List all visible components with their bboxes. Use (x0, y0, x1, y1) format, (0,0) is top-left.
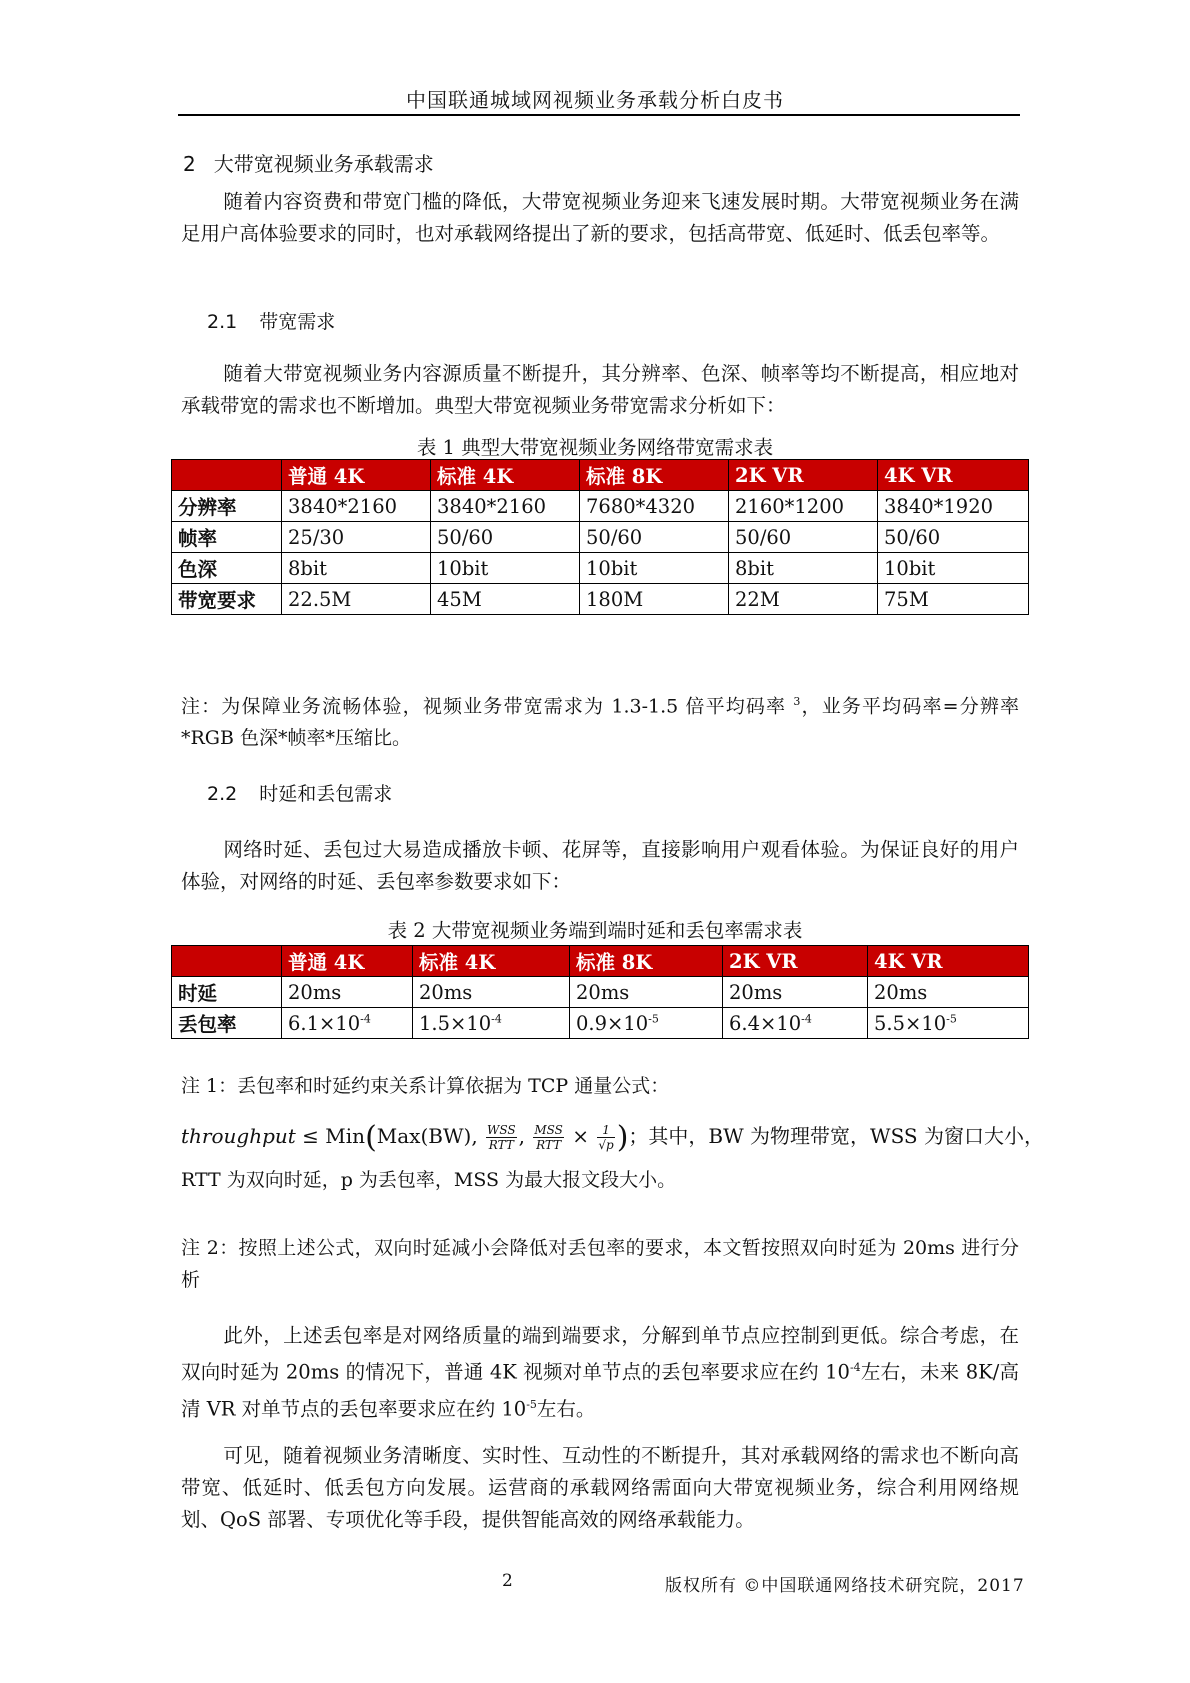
cell-exponent: -4 (360, 1012, 371, 1025)
table-header-cell: 普通 4K (282, 460, 431, 491)
formula-op: ≤ (302, 1124, 319, 1148)
table-header-cell (172, 460, 282, 491)
paren: ) (616, 1120, 629, 1155)
table1-caption: 表 1 典型大带宽视频业务网络带宽需求表 (416, 436, 774, 459)
section-number: 2.2 (207, 783, 238, 805)
exponent: -5 (526, 1397, 537, 1411)
table-cell: 20ms (413, 977, 570, 1008)
table-cell: 50/60 (580, 522, 729, 553)
row-header: 带宽要求 (172, 584, 282, 615)
fraction (597, 1123, 614, 1152)
table-row (172, 977, 1029, 1008)
table-cell (868, 1008, 1029, 1039)
table2-caption: 表 2 大带宽视频业务端到端时延和丢包率需求表 (387, 919, 803, 942)
section-title: 时延和丢包需求 (259, 783, 393, 805)
table-row (172, 491, 1029, 522)
table-cell (282, 1008, 413, 1039)
conclusion-paragraph (181, 1440, 1019, 1536)
table-cell (413, 1008, 570, 1039)
table-cell: 20ms (868, 977, 1029, 1008)
table-cell: 25/30 (282, 522, 431, 553)
table-header-cell: 标准 4K (431, 460, 580, 491)
table-cell: 20ms (723, 977, 868, 1008)
table-cell: 22M (729, 584, 878, 615)
table-cell: 3840*2160 (282, 491, 431, 522)
cell-exponent: -5 (648, 1012, 659, 1025)
fraction (533, 1123, 564, 1152)
tcp-throughput-formula: throughput ≤ Min(Max(BW), $\frac{\text{WSS}}{\text{RTT}}$ , $\frac{\text{MSS}}{\text{RTT}}$ × $\frac{1}{√p}$ )；其中，BW 为物理带宽，WSS 为窗口大小， (181, 1120, 1044, 1155)
denominator: RTT (536, 1138, 562, 1152)
table-cell: 22.5M (282, 584, 431, 615)
table-cell: 45M (431, 584, 580, 615)
formula-tail: ；其中，BW 为物理带宽，WSS 为窗口大小， (628, 1124, 1044, 1148)
table-header-cell: 4K VR (878, 460, 1029, 491)
latency-paragraph (181, 834, 1019, 898)
cell-value: 5.5×10 (874, 1011, 947, 1035)
table-row (172, 584, 1029, 615)
table-cell: 20ms (282, 977, 413, 1008)
table-row (172, 522, 1029, 553)
table-header-cell: 2K VR (723, 946, 868, 977)
table-cell: 50/60 (729, 522, 878, 553)
header-title: 中国联通城域网视频业务承载分析白皮书 (406, 88, 784, 112)
table-cell: 3840*2160 (431, 491, 580, 522)
cell-value: 1.5×10 (419, 1011, 492, 1035)
formula-explanation: RTT 为双向时延，p 为丢包率，MSS 为最大报文段大小。 (181, 1169, 677, 1191)
para-text: 左右，未来 8K/高清 VR 对单节点的丢包率要求应在约 10 (181, 1360, 1020, 1420)
row-header: 分辨率 (172, 491, 282, 522)
table-cell: 7680*4320 (580, 491, 729, 522)
note-text: 注：为保障业务流畅体验，视频业务带宽需求为 1.3-1.5 倍平均码率 (181, 695, 787, 718)
table-header-cell: 4K VR (868, 946, 1029, 977)
footnote-ref: 3 (793, 695, 801, 708)
exponent: -4 (849, 1361, 861, 1374)
section-title: 大带宽视频业务承载需求 (213, 152, 434, 176)
conclusion-text: 可见，随着视频业务清晰度、实时性、互动性的不断提升，其对承载网络的需求也不断向高带宽、低延时、低丢包方向发展。运营商的承载网络需面向大带宽视频业务，综合利用网络规划、QoS 部署、专项优化等手段，提供智能高效的网络承载能力。 (181, 1444, 1019, 1531)
table-cell (723, 1008, 868, 1039)
numerator: WSS (487, 1123, 516, 1137)
bandwidth-table (171, 459, 1029, 615)
para-text: 左右。 (536, 1397, 596, 1420)
table-header-cell: 标准 8K (570, 946, 723, 977)
table-header-row (172, 946, 1029, 977)
row-header: 色深 (172, 553, 282, 584)
latency-text: 网络时延、丢包过大易造成播放卡顿、花屏等，直接影响用户观看体验。为保证良好的用户体验，对网络的时延、丢包率参数要求如下： (181, 838, 1019, 893)
cell-exponent: -5 (946, 1012, 957, 1025)
note-1: 注 1：丢包率和时延约束关系计算依据为 TCP 通量公式： (181, 1075, 670, 1097)
numerator: 1 (597, 1123, 614, 1138)
table-row (172, 553, 1029, 584)
fraction (486, 1123, 517, 1152)
section-heading-2-1 (207, 307, 335, 334)
table-cell: 10bit (878, 553, 1029, 584)
table-cell: 2160*1200 (729, 491, 878, 522)
table-cell: 8bit (729, 553, 878, 584)
table-header-cell: 标准 8K (580, 460, 729, 491)
table-cell: 10bit (431, 553, 580, 584)
table-header-cell: 普通 4K (282, 946, 413, 977)
para-text: 此外，上述丢包率是对网络质量的端到端要求，分解到单节点应控制到更低。综合考虑，在双向时延为 20ms 的情况下，普通 4K 视频对单节点的丢包率要求应在约 10 (181, 1324, 1019, 1384)
intro-paragraph (181, 186, 1019, 250)
section-heading-2 (183, 148, 434, 177)
row-header: 时延 (172, 977, 282, 1008)
latency-loss-table (171, 945, 1029, 1039)
bandwidth-text: 随着大带宽视频业务内容源质量不断提升，其分辨率、色深、帧率等均不断提高，相应地对承载带宽的需求也不断增加。典型大带宽视频业务带宽需求分析如下： (181, 362, 1019, 417)
row-header: 帧率 (172, 522, 282, 553)
section-number: 2 (183, 152, 196, 176)
section-title: 带宽需求 (259, 311, 336, 333)
table-cell: 180M (580, 584, 729, 615)
cell-exponent: -4 (801, 1012, 812, 1025)
cell-value: 0.9×10 (576, 1011, 649, 1035)
note-2: 注 2：按照上述公式，双向时延减小会降低对丢包率的要求，本文暂按照双向时延为 20ms 进行分析 (181, 1237, 1019, 1291)
table-cell: 50/60 (431, 522, 580, 553)
table-cell: 3840*1920 (878, 491, 1029, 522)
numerator: MSS (534, 1123, 563, 1137)
table-cell: 10bit (580, 553, 729, 584)
note-text: ，业务平均码率=分辨率*RGB 色深*帧率*压缩比。 (181, 695, 1020, 750)
table1-note (181, 686, 1019, 754)
formula-lhs: throughput (181, 1124, 296, 1148)
copyright: 版权所有 ©中国联通网络技术研究院，2017 (665, 1576, 1025, 1596)
formula-min: Min (325, 1124, 366, 1148)
table-cell (570, 1008, 723, 1039)
cell-exponent: -4 (491, 1012, 502, 1025)
page-number: 2 (502, 1571, 513, 1591)
intro-text: 随着内容资费和带宽门槛的降低，大带宽视频业务迎来飞速发展时期。大带宽视频业务在满足用户高体验要求的同时，也对承载网络提出了新的要求，包括高带宽、低延时、低丢包率等。 (181, 190, 1019, 245)
bandwidth-paragraph (181, 358, 1019, 422)
header-divider (178, 114, 1020, 116)
section-heading-2-2 (207, 779, 392, 806)
table-cell: 50/60 (878, 522, 1029, 553)
denominator: RTT (488, 1138, 514, 1152)
section-number: 2.1 (207, 311, 238, 333)
paren: ( (365, 1120, 377, 1155)
cell-value: 6.1×10 (288, 1011, 361, 1035)
table-cell: 20ms (570, 977, 723, 1008)
table-cell: 8bit (282, 553, 431, 584)
table-header-cell: 标准 4K (413, 946, 570, 977)
table-header-cell: 2K VR (729, 460, 878, 491)
table-row (172, 1008, 1029, 1039)
node-loss-paragraph (181, 1320, 1019, 1425)
table-header-cell (172, 946, 282, 977)
cell-value: 6.4×10 (729, 1011, 802, 1035)
formula-times: × (572, 1124, 589, 1148)
table-cell: 75M (878, 584, 1029, 615)
formula-max: Max(BW), (376, 1124, 478, 1148)
table-header-row (172, 460, 1029, 491)
row-header: 丢包率 (172, 1008, 282, 1039)
denominator: √p (598, 1138, 614, 1152)
